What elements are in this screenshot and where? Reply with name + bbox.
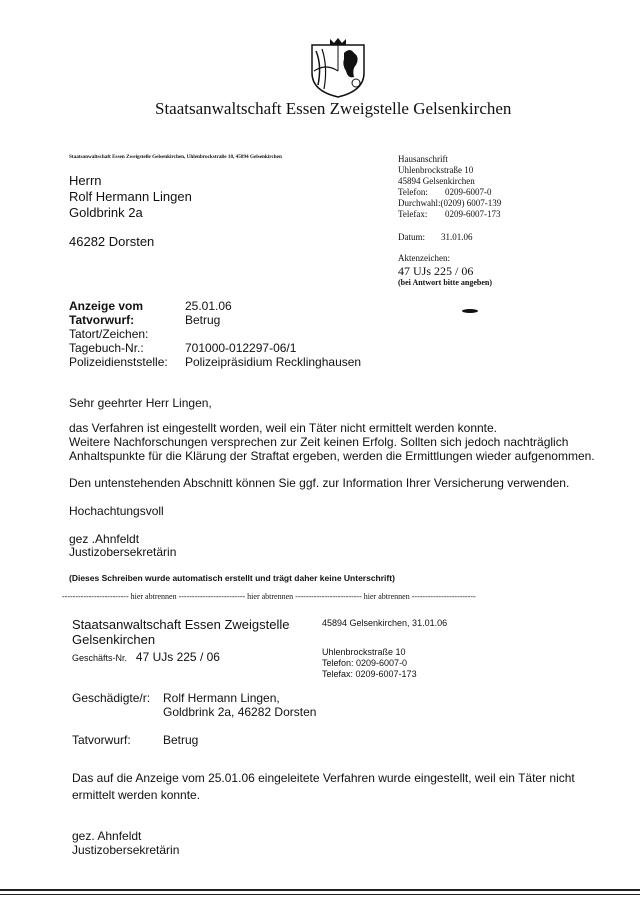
sender-return-address: Staatsanwaltschaft Essen Zweigstelle Gelsenkirchen, Uhlenbrockstraße 10, 45894 Gelsenkirchen <box>69 154 282 160</box>
letter-date: Datum: 31.01.06 <box>398 232 473 242</box>
signature-title: Justizobersekretärin <box>69 545 177 559</box>
aktenzeichen-note: (bei Antwort bitte angeben) <box>398 278 492 287</box>
anzeige-row: Anzeige vom 25.01.06 <box>69 299 232 313</box>
auto-generated-note: (Dieses Schreiben wurde automatisch erstellt und trägt daher keine Unterschrift) <box>69 573 395 583</box>
recipient-salutation: Herrn <box>69 173 102 188</box>
slip-geschaedigte-label: Geschädigte/r: <box>72 691 151 705</box>
hausanschrift-label: Hausanschrift <box>398 154 448 164</box>
bottom-rule <box>0 889 640 891</box>
bottom-rule-thin <box>0 894 640 895</box>
cut-line: ------------------------- hier abtrennen ------------------------- hier abtrennen ------------------------- hier abtrennen ------------------------ <box>62 592 476 601</box>
slip-signature-name: gez. Ahnfeldt <box>72 829 142 843</box>
office-telefon: Telefon: 0209-6007-0 <box>398 187 492 197</box>
slip-telefax: Telefax: 0209-6007-173 <box>322 669 417 679</box>
slip-geschaeftsnummer: Geschäfts-Nr. 47 UJs 225 / 06 <box>72 650 220 664</box>
nrw-coat-of-arms-icon <box>304 35 372 99</box>
tatvorwurf-row: Tatvorwurf: Betrug <box>69 313 221 327</box>
slip-text-line-1: Das auf die Anzeige vom 25.01.06 eingeleitete Verfahren wurde eingestellt, weil ein Täter nicht <box>72 771 575 785</box>
greeting: Sehr geehrter Herr Lingen, <box>69 396 212 410</box>
polizei-row: Polizeidienststelle: Polizeipräsidium Recklinghausen <box>69 355 362 369</box>
paragraph-1: das Verfahren ist eingestellt worden, weil ein Täter nicht ermittelt werden konnte. <box>69 421 498 435</box>
slip-geschaedigte-line-2: Goldbrink 2a, 46282 Dorsten <box>163 705 317 719</box>
slip-agency-line-1: Staatsanwaltschaft Essen Zweigstelle <box>72 617 290 632</box>
tatort-row: Tatort/Zeichen: <box>69 327 149 341</box>
paragraph-2-line-1: Weitere Nachforschungen versprechen zur Zeit keinen Erfolg. Sollten sich jedoch nachträglich <box>69 435 569 449</box>
paragraph-2-line-2: Anhaltspunkte für die Klärung der Straftat ergeben, werden die Ermittlungen wieder aufgenommen. <box>69 449 595 463</box>
aktenzeichen-label: Aktenzeichen: <box>398 253 450 263</box>
signature-name: gez .Ahnfeldt <box>69 532 140 546</box>
tagebuch-row: Tagebuch-Nr.: 701000-012297-06/1 <box>69 341 297 355</box>
recipient-city: 46282 Dorsten <box>69 234 155 249</box>
aktenzeichen-value: 47 UJs 225 / 06 <box>398 264 474 278</box>
recipient-name: Rolf Hermann Lingen <box>69 189 192 204</box>
paragraph-3: Den untenstehenden Abschnitt können Sie ggf. zur Information Ihrer Versicherung verwenden. <box>69 476 570 490</box>
slip-telefon: Telefon: 0209-6007-0 <box>322 658 408 668</box>
recipient-street: Goldbrink 2a <box>69 205 143 220</box>
slip-agency-line-2: Gelsenkirchen <box>72 632 156 647</box>
slip-text-line-2: ermittelt werden konnte. <box>72 788 201 802</box>
agency-name: Staatsanwaltschaft Essen Zweigstelle Gelsenkirchen <box>155 99 512 118</box>
office-street: Uhlenbrockstraße 10 <box>398 165 474 175</box>
case-details <box>69 299 361 369</box>
slip-tatvorwurf-value: Betrug <box>163 733 199 747</box>
office-durchwahl: Durchwahl:(0209) 6007-139 <box>398 198 502 208</box>
slip-street: Uhlenbrockstraße 10 <box>322 647 406 657</box>
closing: Hochachtungsvoll <box>69 504 164 518</box>
slip-signature-title: Justizobersekretärin <box>72 843 180 857</box>
slip-geschaedigte-line-1: Rolf Hermann Lingen, <box>163 691 280 705</box>
slip-place-date: 45894 Gelsenkirchen, 31.01.06 <box>322 618 448 628</box>
scan-mark <box>462 309 478 313</box>
office-city: 45894 Gelsenkirchen <box>398 176 475 186</box>
office-telefax: Telefax: 0209-6007-173 <box>398 209 501 219</box>
slip-tatvorwurf-label: Tatvorwurf: <box>72 733 131 747</box>
